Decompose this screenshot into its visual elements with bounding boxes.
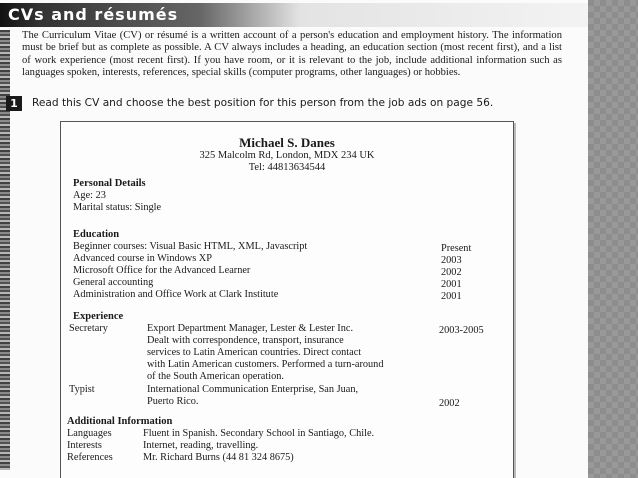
experience-years: 2002 (439, 398, 460, 409)
cv-address: 325 Malcolm Rd, London, MDX 234 UK (199, 150, 375, 161)
additional-value: Mr. Richard Burns (44 81 324 8675) (143, 452, 294, 463)
personal-details-heading: Personal Details (73, 178, 146, 189)
education-year: 2002 (441, 267, 462, 278)
experience-line: Dealt with correspondence, transport, insurance (147, 335, 344, 346)
personal-age: Age: 23 (73, 190, 106, 201)
education-course: Advanced course in Windows XP (73, 253, 212, 264)
intro-paragraph: The Curriculum Vitae (CV) or résumé is a written account of a person's education and employment history. The information must be brief but as complete as possible. A CV always includes a heading, an education section (most recent first), and a list of work experience (most recent first). If you have room, or it is relevant to the job, include additional information such as languages spoken, interests, references, special skills (computer programs, other languages) or hobbies. (22, 30, 562, 78)
task-instruction (6, 95, 576, 111)
experience-line: with Latin American customers. Performed a turn-around (147, 359, 384, 370)
education-year: Present (441, 243, 472, 254)
experience-line: International Communication Enterprise, San Juan, (147, 384, 359, 395)
section-title: CVs and résumés (8, 5, 179, 24)
experience-line: Export Department Manager, Lester & Lester Inc. (147, 323, 354, 334)
experience-role: Secretary (69, 323, 108, 334)
experience-line: Puerto Rico. (147, 396, 199, 407)
cv-name: Michael S. Danes (239, 135, 335, 150)
education-heading: Education (73, 229, 120, 240)
additional-info-heading: Additional Information (67, 416, 173, 427)
education-course: Microsoft Office for the Advanced Learner (73, 265, 251, 276)
education-course: General accounting (73, 277, 154, 288)
experience-line: of the South American operation. (147, 371, 284, 382)
experience-heading: Experience (73, 311, 124, 322)
experience-years: 2003-2005 (439, 325, 484, 336)
task-instruction-text: Read this CV and choose the best position for this person from the job ads on page 56. (32, 97, 494, 109)
education-course: Beginner courses: Visual Basic HTML, XML, Javascript (73, 241, 308, 252)
experience-role: Typist (69, 384, 95, 395)
additional-label: Languages (67, 428, 112, 439)
personal-marital-status: Marital status: Single (73, 202, 162, 213)
additional-value: Internet, reading, travelling. (143, 440, 259, 451)
cv-telephone: Tel: 44813634544 (248, 162, 326, 173)
education-year: 2003 (441, 255, 462, 266)
education-course: Administration and Office Work at Clark Institute (73, 289, 279, 300)
additional-label: Interests (67, 440, 102, 451)
experience-line: services to Latin American countries. Direct contact (147, 347, 362, 358)
task-number-badge: 1 (6, 96, 22, 111)
education-year: 2001 (441, 279, 462, 290)
additional-value: Fluent in Spanish. Secondary School in Santiago, Chile. (143, 428, 375, 439)
background-pattern (588, 0, 638, 478)
cv-document (60, 121, 514, 478)
additional-label: References (67, 452, 113, 463)
education-year: 2001 (441, 291, 462, 302)
